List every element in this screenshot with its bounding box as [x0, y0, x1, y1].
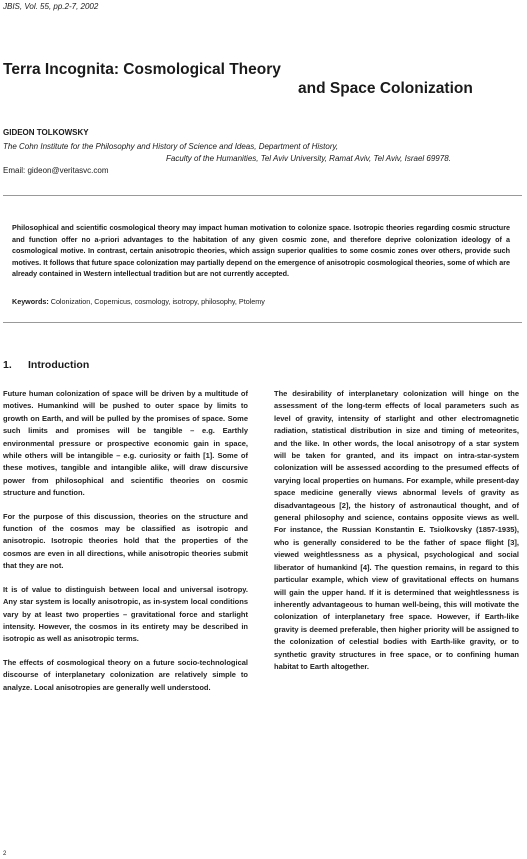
affiliation-line-2: Faculty of the Humanities, Tel Aviv University, Ramat Aviv, Tel Aviv, Israel 69978.: [166, 154, 451, 163]
section-heading: [3, 359, 89, 371]
keywords: [12, 296, 512, 307]
title-line-2: and Space Colonization: [298, 80, 473, 97]
section-number: 1.: [3, 359, 12, 371]
author-affiliation: [3, 141, 523, 165]
paragraph: For the purpose of this discussion, theories on the structure and function of the cosmos may be classified as isotropic and anisotropic. Isotropic theories hold that the properties of the cosmos are even in all directions, while anisotropic theories submit that they are not.: [3, 511, 248, 571]
section-title: Introduction: [28, 359, 90, 371]
keywords-label: Keywords:: [12, 297, 49, 306]
paragraph: The effects of cosmological theory on a future socio-technological discourse of interplanetary colonization are relatively simple to analyze. Local anisotropies are generally well understood.: [3, 657, 248, 692]
abstract: Philosophical and scientific cosmological theory may impact human motivation to colonize space. Isotropic theories regarding cosmic structure and function offer no a-priori advantages to the habitation of any given cosmic zone, and therefore deprive colonization ideology of a cosmological motive. In contrast, certain anisotropic theories, which assign superior qualities to some cosmic zones over others, provide such motives. It follows that future space colonization may partially depend on the emergence of anisotropic cosmological theories, some of which are already contained in Western intellectual tradition but are not currently accepted.: [12, 223, 510, 279]
abstract-bottom-rule: [3, 322, 522, 323]
left-column: [3, 388, 248, 705]
affiliation-line-1: The Cohn Institute for the Philosophy and History of Science and Ideas, Department of History,: [3, 142, 339, 151]
paragraph: Future human colonization of space will be driven by a multitude of motives. Humankind will be pushed to outer space by limits to growth on Earth, and will be pulled by the promises of space. Some such limits and promises will be tangible – e.g. Earthly environmental pressure or prospective economic gain in space, while others will be intangible – e.g. curiosity or faith [1]. Some of these motives, tangible and intangible alike, will draw discursive power from philosophical and scientific theories on cosmic structure and function.: [3, 389, 248, 498]
abstract-top-rule: [3, 195, 522, 196]
right-column: [274, 388, 519, 684]
title-line-1: Terra Incognita: Cosmological Theory: [3, 61, 281, 78]
author-email: Email: gideon@veritasvc.com: [3, 166, 109, 175]
journal-citation: JBIS, Vol. 55, pp.2-7, 2002: [3, 2, 99, 11]
author-name: GIDEON TOLKOWSKY: [3, 128, 89, 137]
page-number: 2: [3, 851, 7, 857]
paragraph: The desirability of interplanetary colonization will hinge on the assessment of the long-term effects of local parameters such as level of gravity, intensity of starlight and other electromagnetic radiation, statistical distribution in size and timing of meteorites, and the like. In other words, the local anisotropy of a star system will be taken for granted, and its impact on intra-star-system colonization will be assessed according to the presumed effects of varying local properties on humans. For example, while present-day space medicine generally views abnormal levels of gravity as disadvantageous [2], the history of astronautical thought, and of general philosophy and science, contains opposite views as well. For instance, the Russian Konstantin E. Tsiolkovsky (1857-1935), who is generally considered to be the father of space flight [3], viewed weightlessness as a physical, psychological and social liberator of humankind [4]. The question remains, in regard to this particular example, which view of gravitational effects on humans will gain the upper hand. If it is determined that weightlessness is inherently advantageous to human well-being, this will motivate the colonization of interplanetary free space. However, if Earth-like gravity is deemed preferable, then higher priority will be assigned to the colonization of celestial bodies with Earth-like gravity, or to synthetic gravity structures in free space, or to confining human habitat to Earth altogether.: [274, 389, 519, 671]
paragraph: It is of value to distinguish between local and universal isotropy. Any star system is locally anisotropic, as in-system local conditions vary by at least two properties – gravitational force and starlight intensity. However, the cosmos in its entirety may be described in isotropic as well as anisotropic terms.: [3, 584, 248, 644]
keywords-text: Colonization, Copernicus, cosmology, isotropy, philosophy, Ptolemy: [48, 297, 265, 306]
